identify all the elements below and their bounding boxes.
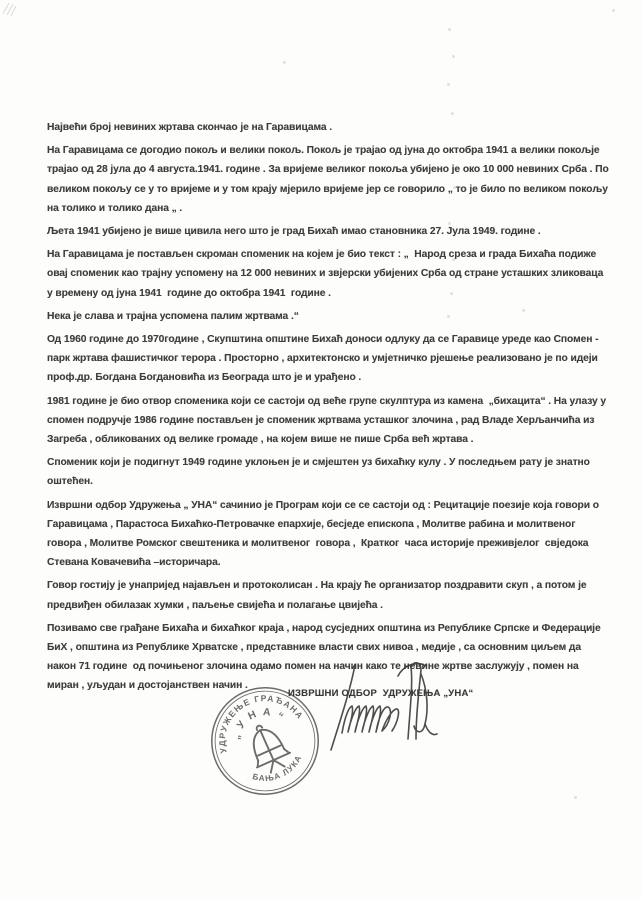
paragraph: На Гаравицама се догодио покољ и велики покољ. Покољ је трајао од јуна до октобра 1941 а велики покољје трајао од 28 јула до 4 августа.1941. године . За вријеме великог покоља убијено је око 10 000 невиних Срба . По великом покољу се у то вријеме и у том крају мјерило вријеме јер се говорило „ то је било по великом покољу на толико и толико дана „ . [47,145,612,214]
scan-speck [283,61,286,64]
paragraph: Говор гостију је унапријед најављен и протоколисан . На крају ће организатор поздравити скуп , а потом је предвиђен обилазак хумки , паљење свијећа и полагање цвијећа . [47,580,590,611]
signature-caption: ИЗВРШНИ ОДБОР УДРУЖЕЊА „УНА“ [288,688,474,699]
paragraph: Позивамо све грађане Бихаћа и бихаћког краја , народ сусједних општина из Републике Српске и Федерације БиХ , општина из Републике Хрватске , представнике власти свих нивоа , медије , са основним циљем да након 71 године од почињеног злочина одамо помен на начин како те невине жртве заслужују , помен на миран , уљудан и достојанствен начин . [47,622,604,692]
paragraph: Нека је слава и трајна успомена палим жртвама .“ [47,310,299,322]
stamp-bottom-text: БАЊА ЛУКА [251,753,304,784]
scan-speck [452,55,455,58]
stamp-una-text: „ У Н А “ [231,707,287,741]
stamp-top-text: УДРУЖЕЊЕ ГРАЂАНА [217,693,306,755]
paragraph: На Гаравицама је постављен скроман споменик на којем је био текст : „ Народ среза и града Бихаћа подиже овај споменик као трајну успомену на 12 000 невиних и звјерски убијених Срба од стране усташких зликоваца у времену од јуна 1941 године до октобра 1941 године . [47,249,607,299]
document-body [47,118,612,700]
scan-speck [447,83,450,86]
paragraph: Љета 1941 убијено је више цивила него што је град Бихаћ имао становника 27. Јула 1949. године . [47,226,541,238]
scan-speck [612,9,615,12]
paragraph: Споменик који је подигнут 1949 године уклоњен је и смјештен уз бихаћку кулу . У последњем рату је знатно оштећен. [47,457,593,488]
handwritten-signature [318,653,454,765]
paragraph: 1981 године је био отвор споменика који се састоји од веће групе скулптура из камена „бихацита“ . На улазу у спомен подручје 1986 године постављен је споменик жртвама усташког злочина , рад Владе Херљанчића из Загреба , обликованих од велике громаде , на којем више не пише Срба већ жртава . [47,395,609,446]
paragraph: Највећи број невиних жртава скончао је на Гаравицама . [47,122,333,133]
scan-smudge [0,0,26,18]
scan-speck [448,28,451,31]
paragraph: Од 1960 године до 1970године , Скупштина општине Бихаћ доноси одлуку да се Гаравице уреде као Спомен - парк жртава фашистичког терора . Просторно , архитектонско и умјетничко рјешење реализовано је по идеји проф.др. Богдана Богдановића из Београда што је и урађено . [47,334,602,384]
scan-speck [451,112,454,115]
scan-speck [574,796,577,799]
paragraph: Извршни одбор Удружења „ УНА“ сачинио је Програм који се се састоји од : Рецитације поезије која говори о Гаравицама , Парастоса Бихаћко-Петровачке епархије, бесједе епископа , Молитве рабина и молитвеног говора , Молитве Ромског свештеника и молитвеног говора , Кратког часа историје преживјелог свједока Стевана Ковачевића –историчара. [47,499,602,569]
